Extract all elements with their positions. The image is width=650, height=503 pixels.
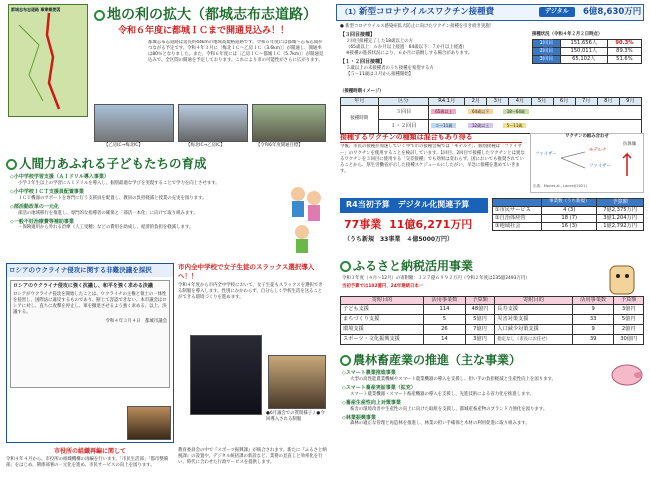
furusato-row bbox=[341, 305, 644, 315]
photo-caption-2: 【梅北IC→乙房IC】 bbox=[186, 143, 225, 148]
dx-head: 予算額 bbox=[597, 199, 644, 207]
furusato-table bbox=[340, 296, 644, 345]
dx-total bbox=[344, 218, 472, 233]
antibody-arrow-icon bbox=[561, 146, 641, 182]
ukraine-body: ロシアがウクライナ侵攻を開始したことは、ウクライナの主権と領土の一体性を侵害し、国際法に違反するものであり、断じて容認できない。本市議会はロシアに対し、直ちに攻撃を停止し、軍を撤退させるよう強く求める。以上、決議する。 bbox=[13, 291, 167, 315]
schedule-bar: 64歳以下 bbox=[468, 109, 493, 114]
vaccine-a-label: ファイザー bbox=[535, 152, 557, 157]
uniform-body: 令和４年度から市内全中学校において、女子生徒もスラックスを選択できる制服を導入します。性別にかかわらず、自分らしく学校生活を送ることができる環境づくりを進めます。 bbox=[178, 282, 323, 300]
map-label: 都城志布志道路 事業概要図 bbox=[11, 7, 61, 12]
children-illustration bbox=[286, 180, 326, 256]
mix-panel bbox=[340, 133, 644, 195]
table-cell: 9 bbox=[572, 305, 614, 315]
children-item-body: 小学３年生以上の学習にＡＩドリルを導入し、個別最適な学びを実現することで学力を向上させます。 bbox=[18, 180, 220, 186]
schedule-bar: 18～64歳 bbox=[503, 109, 529, 114]
table-cell: ③地域社会 bbox=[493, 223, 542, 231]
schedule-head: 区分 bbox=[378, 98, 429, 106]
schedule-title: （接種時期イメージ） bbox=[340, 89, 384, 94]
table-cell: 指定なし（市長にお任せ） bbox=[495, 335, 573, 345]
dose3-line: ※接種の進捗状況により、６か月に前倒しする場合があります。 bbox=[346, 51, 473, 57]
status-value: 65,102人 bbox=[560, 56, 607, 64]
table-cell: 5 bbox=[424, 315, 466, 325]
status-row bbox=[533, 56, 642, 64]
schedule-row-label: ３回目 bbox=[378, 106, 429, 120]
children-item-body: ＩＣＴ機器のサポートを専門に行う支援員を配置し、教員の負担軽減と授業の充実を図ります。 bbox=[18, 195, 207, 201]
children-item-body: 部活の地域移行を推進し、専門的な指導者の確保と「部活一本化」に向けて取り組みます。 bbox=[18, 210, 198, 216]
dose3-block bbox=[340, 32, 530, 78]
vaccine-a-label-2: ファイザー bbox=[589, 164, 611, 169]
table-cell: 7億2,375万円 bbox=[597, 207, 644, 215]
status-label: 1回目 bbox=[533, 40, 561, 48]
table-cell: 1億2,792万円 bbox=[597, 223, 644, 231]
dx-head bbox=[493, 199, 542, 207]
furusato-head: 寄附目的 bbox=[341, 297, 424, 305]
ukraine-resolution-box bbox=[10, 280, 170, 388]
table-cell: 18 (7) bbox=[542, 215, 597, 223]
table-cell: ①市民サービス bbox=[493, 207, 542, 215]
dx-title: R4当初予算 デジタル化関連予算 bbox=[340, 198, 488, 213]
table-cell: 114 bbox=[424, 305, 466, 315]
pig-icon bbox=[608, 360, 646, 388]
road-map-image bbox=[8, 4, 88, 117]
digital-tag: デジタル bbox=[539, 7, 575, 17]
table-cell: 5億円 bbox=[465, 315, 495, 325]
antibody-label: 抗体価 bbox=[623, 142, 637, 147]
reorg-title: 市役所の組織再編に関して bbox=[53, 448, 126, 455]
agri-title: 農林畜産業の推進（主な事業） bbox=[340, 352, 521, 368]
furusato-title: ふるさと納税活用事業 bbox=[340, 258, 473, 274]
road-photo-1 bbox=[94, 104, 174, 142]
status-row bbox=[533, 40, 642, 48]
furusato-row bbox=[341, 325, 644, 335]
dose3-line: ２回目接種完了した18歳以上の方 bbox=[346, 38, 414, 44]
children-title: 人間力あふれる子どもたちの育成 bbox=[6, 156, 207, 173]
table-cell: 30億円 bbox=[614, 335, 644, 345]
agri-item-body: 森林の適正な管理と再造林を推進し、林業の担い手確保と木材の利用促進に取り組みます。 bbox=[350, 421, 530, 427]
section-circle-icon bbox=[94, 10, 105, 21]
furusato-intro: 令和３年度（４月～12月）の寄附額：１２７億６９９２万円（令和２年度は135億2493万円） bbox=[342, 276, 530, 281]
dx-row bbox=[493, 207, 644, 215]
uniform-photo bbox=[190, 335, 262, 415]
mix-diagram bbox=[530, 133, 644, 193]
agri-item-head: ◇畜産生産性向上対策事業 bbox=[342, 399, 401, 406]
schedule-bar: 12歳以上 bbox=[468, 123, 493, 128]
status-pct: 89.3% bbox=[607, 48, 641, 56]
children-item-head: ◇小中学校ＩＣＴ支援員配置事業 bbox=[10, 188, 84, 195]
schedule-head: 年月 bbox=[341, 98, 379, 106]
reorg-panel bbox=[6, 448, 174, 469]
schedule-head: 6月 bbox=[553, 98, 575, 106]
uniform-title: 市内全中学校で女子生徒のスラックス選択導入へ！！ bbox=[178, 263, 315, 280]
table-cell: 5億円 bbox=[614, 315, 644, 325]
mix-title: 接種するワクチンの種類は混合もあり得る bbox=[340, 133, 522, 143]
table-cell: 環境支援 bbox=[341, 325, 424, 335]
schedule-cell bbox=[429, 106, 642, 120]
schedule-bar: ５～11歳 bbox=[431, 123, 456, 128]
photo-caption-3: 【令和6年度開通目標】 bbox=[256, 143, 303, 148]
table-cell: 人口減少対策支援 bbox=[495, 325, 573, 335]
children-list bbox=[10, 174, 280, 232]
section-circle-icon bbox=[340, 355, 351, 366]
schedule-head: 3月 bbox=[487, 98, 509, 106]
schedule-bar: 65歳以上 bbox=[431, 109, 456, 114]
schedule-head: 2月 bbox=[465, 98, 487, 106]
schedule-group: 接種時期 bbox=[341, 106, 379, 134]
schedule-bar: 5～11歳 bbox=[503, 123, 527, 128]
table-cell: 9 bbox=[572, 325, 614, 335]
dose12-line: ５歳以上の未接種者のうち接種を希望する方 bbox=[346, 65, 434, 71]
status-value: 150,011人 bbox=[560, 48, 607, 56]
schedule-table bbox=[340, 97, 642, 134]
table-cell: ②自治体経営 bbox=[493, 215, 542, 223]
dx-table bbox=[492, 198, 644, 231]
status-pct: 90.3% bbox=[607, 40, 641, 48]
mascot-icon bbox=[600, 262, 644, 298]
furusato-intro-2: 当初予算では102億円、24年連続日本一 bbox=[342, 284, 424, 289]
table-cell: 39 bbox=[572, 335, 614, 345]
furusato-head: 寄附目的 bbox=[495, 297, 573, 305]
road-route-icon bbox=[9, 5, 89, 118]
table-cell: 3億1,204万円 bbox=[597, 215, 644, 223]
furusato-head: 活用事業数 bbox=[424, 297, 466, 305]
table-cell: 14 bbox=[424, 335, 466, 345]
table-cell bbox=[341, 106, 642, 120]
furusato-row bbox=[341, 335, 644, 345]
dx-row bbox=[493, 215, 644, 223]
schedule-head: 5月 bbox=[531, 98, 553, 106]
table-cell bbox=[341, 297, 644, 305]
schedule-head: 4月 bbox=[509, 98, 531, 106]
agri-item-head: ◇林業振興事業 bbox=[342, 414, 376, 421]
table-cell: 災害対策支援 bbox=[495, 315, 573, 325]
table-cell: 3億円 bbox=[614, 305, 644, 315]
table-cell: 長寿支援 bbox=[495, 305, 573, 315]
table-cell bbox=[493, 199, 644, 207]
status-table bbox=[532, 39, 642, 64]
reorg-body-2: 教育委員会の中で『スポーツ振興課』が統合されます。新たに『ふるさと納税課』の設置や、デジタル統括課の新設など、業務の見直しと効率化を行い、時代に合わせた行政サービスを提供します。 bbox=[178, 448, 327, 466]
dx-total-count: 77事業 bbox=[344, 218, 382, 231]
children-item-head: ◇一般不妊治療費等補助事業 bbox=[10, 218, 74, 225]
vaccine-b-label: モデルナ bbox=[589, 148, 607, 153]
infra-title: 地の利の拡大（都城志布志道路） bbox=[94, 6, 317, 25]
dx-total-amount: 11億6,271万円 bbox=[389, 218, 473, 231]
table-cell: 26 bbox=[424, 325, 466, 335]
mix-source: 出典：Moriet al., Lancet(2021) bbox=[533, 184, 587, 188]
agri-item-body: 畜舎の環境改善や生産性の向上に向けた取組を支援し、都城産畜産物のブランド力強化を図ります。 bbox=[350, 406, 548, 412]
schedule-row-label: １・２回目 bbox=[378, 120, 429, 134]
ukraine-title: ロシアのウクライナ侵攻に関する非難決議を採択 bbox=[7, 264, 173, 277]
road-photo-2 bbox=[178, 104, 248, 142]
ukraine-panel bbox=[6, 263, 174, 443]
infra-photos bbox=[94, 104, 326, 150]
table-cell: 4 (3) bbox=[542, 207, 597, 215]
furusato-row bbox=[341, 315, 644, 325]
infra-headline: 令和６年度に都城ＩＣまで開通見込み！！ bbox=[118, 26, 290, 36]
kids-illustration-icon bbox=[286, 180, 326, 256]
schedule-head: 7月 bbox=[575, 98, 597, 106]
table-cell: 16 (3) bbox=[542, 223, 597, 231]
table-cell: 2億円 bbox=[614, 325, 644, 335]
road-photo-3 bbox=[252, 104, 326, 142]
pig-illustration bbox=[608, 360, 646, 388]
infra-body: 都城志布志道路は延長約44kmの地域高規格道路です。令和６年度には都城～志布志間がつながる予定です。令和４年３月に〔梅北ＩＣ～乙房ＩＣ（3.6km）〕が開通し、開通率は80％となりました。また、令和６年度には〔乙房ＩＣ～都城ＩＣ（5.7km）〕が開通見込みで、全区間の開通を予定しております。これにより市の可能性がさらに広がります。 bbox=[148, 40, 324, 64]
table-cell bbox=[341, 120, 642, 134]
dose3-title: 【３回目接種】 bbox=[340, 32, 376, 38]
vaccine-number: （1） bbox=[341, 8, 360, 16]
status-row bbox=[533, 48, 642, 56]
table-cell: スポーツ・文化振興支援 bbox=[341, 335, 424, 345]
dose12-title: 【１・２回目接種】 bbox=[340, 59, 386, 66]
table-cell: 3億円 bbox=[465, 335, 495, 345]
children-item-body: ・保険適用から外れる治療（人工受精）などの費用を助成し、経済的負担を軽減します。 bbox=[18, 225, 194, 231]
dx-breakdown: （うち新規 33事業 ４億5000万円） bbox=[344, 236, 454, 243]
furusato-head: 予算額 bbox=[465, 297, 495, 305]
children-item-head: ◇小中学校学習支援（ＡＩドリル導入事業） bbox=[10, 174, 109, 180]
photo-caption-1: 【乙房IC→梅北IC】 bbox=[104, 143, 143, 148]
table-cell: 7億円 bbox=[465, 325, 495, 335]
dose12-line: 【５～11歳は３月から接種開始】 bbox=[346, 72, 414, 78]
furusato-head: 予算額 bbox=[614, 297, 644, 305]
schedule-head: 8月 bbox=[597, 98, 619, 106]
furusato-head: 活用事業数 bbox=[572, 297, 614, 305]
status-pct: 51.6% bbox=[607, 56, 641, 64]
dx-row bbox=[493, 223, 644, 231]
table-cell: まちづくり支援 bbox=[341, 315, 424, 325]
reorg-body: 令和４年４月から、市役所の組織機構の再編を行います。「市民生活部」「都市整備部」をはじめ、関係部署の一元化を進め、市民サービスの向上を図ります。 bbox=[6, 457, 169, 469]
status-header: 接種状況（令和４年２月２日時点） bbox=[532, 32, 603, 37]
section-circle-icon bbox=[6, 159, 17, 170]
status-label: 3回目 bbox=[533, 56, 561, 64]
agri-item-body: スマート農業機器・スマート畜産機器の導入を支援し、先進技術による省力化を推進します。 bbox=[350, 391, 534, 397]
table-cell: 33 bbox=[572, 315, 614, 325]
ukraine-date: 令和４年３月４日 都城市議会 bbox=[105, 319, 167, 325]
speaker-photo bbox=[127, 406, 171, 440]
meeting-photo bbox=[268, 355, 326, 409]
schedule-head: 9月 bbox=[619, 98, 641, 106]
children-item-head: ◇部活動改革の一元化 bbox=[10, 203, 59, 210]
schedule-cell bbox=[429, 120, 642, 134]
uniform-caption: ●6月議会での質問様子 / ●今回導入される制服 bbox=[266, 411, 325, 423]
uniform-panel bbox=[178, 263, 328, 443]
agri-item-body: 大型の高性能農業機械やスマート農業機器の導入を支援し、担い手の負担軽減と生産性向上を図ります。 bbox=[350, 376, 556, 382]
table-cell bbox=[341, 98, 642, 106]
mascot-illustration bbox=[600, 262, 644, 298]
status-value: 151,656人 bbox=[560, 40, 607, 48]
mix-body: 今後、市民の接種が加速していく中で市の接種会場では「モデルナ」、個別接種は「ファイザー」のワクチンを使用することを検討しています。1回目、2回目で接種したワクチンとは異なるワクチンを３回目に使用する「交差接種」でも効果は変わらず、国においても推奨されていることから、厚生労働省が示した接種スケジュールにしたがい、早急に接種を進めていきます。 bbox=[340, 144, 525, 175]
vaccine-lead: ● 新型コロナウイルス感染症拡大防止に向けたワクチン接種を引き続き実施！ bbox=[340, 24, 495, 29]
section-circle-icon bbox=[340, 261, 351, 272]
table-cell: 子ども支援 bbox=[341, 305, 424, 315]
agri-list bbox=[342, 370, 604, 428]
ukraine-box-title: ロシアのウクライナ侵攻に強く抗議し、和平を強く求める決議 bbox=[13, 282, 153, 289]
agri-item-head: ◇スマート農業推進事業 bbox=[342, 370, 396, 376]
vaccine-status bbox=[532, 32, 644, 64]
vaccine-amount: 6億8,630万円 bbox=[583, 7, 642, 17]
dx-head: 事業数（うち新規） bbox=[542, 199, 597, 207]
table-cell: 48億円 bbox=[465, 305, 495, 315]
vaccine-title: 新型コロナウイルスワクチン接種費 bbox=[359, 7, 495, 17]
dose3-line: （65歳以上：６か月以上経過 64歳以下：７か月以上経過） bbox=[346, 44, 467, 50]
status-label: 2回目 bbox=[533, 48, 561, 56]
agri-item-head: ◇スマート畜産実証事業（拡充） bbox=[342, 384, 416, 391]
dx-panel bbox=[340, 198, 644, 254]
schedule-head: R4.1月 bbox=[429, 98, 465, 106]
mix-diagram-title: ワクチンの組み合わせ bbox=[565, 134, 609, 139]
vaccine-header bbox=[336, 4, 644, 21]
